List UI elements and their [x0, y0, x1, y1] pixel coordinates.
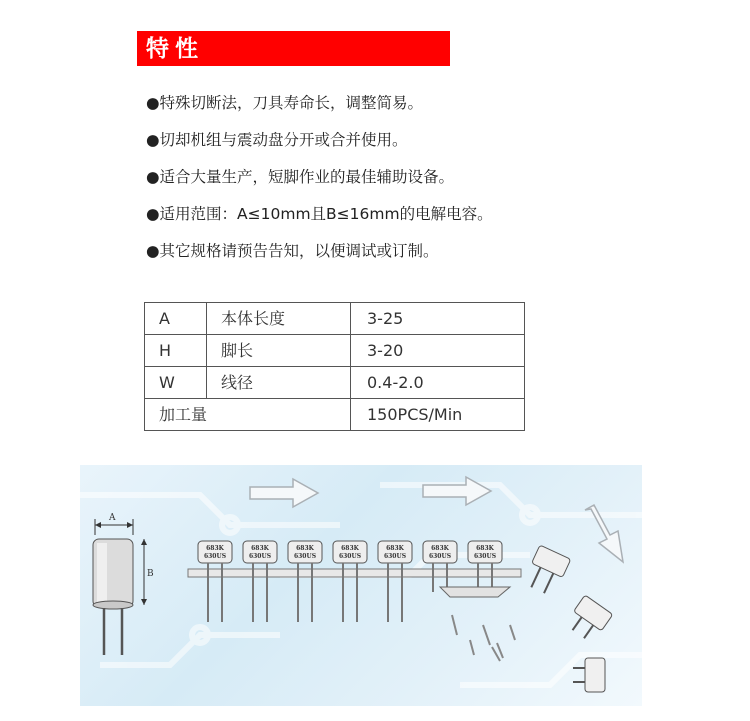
capacitor-marking: 630US: [338, 553, 362, 560]
small-capacitor: [468, 541, 502, 592]
feature-list: [146, 90, 493, 275]
section-title-bar: [137, 31, 450, 66]
capacitor-marking: 630US: [473, 553, 497, 560]
capacity-label: 加工量: [145, 399, 351, 431]
feature-item: ●适合大量生产，短脚作业的最佳辅助设备。: [146, 168, 455, 186]
capacitor-marking: 683K: [296, 545, 314, 552]
finished-capacitor: [573, 658, 605, 692]
spec-name: 本体长度: [207, 303, 351, 335]
feature-item: ●切却机组与震动盘分开或合并使用。: [146, 131, 408, 149]
table-row: [145, 335, 525, 367]
circuit-background: [80, 485, 642, 685]
spec-value: 3-20: [351, 335, 525, 367]
capacitor-row: [198, 541, 502, 622]
right-arrow-icon: [423, 477, 491, 505]
spec-name: 脚长: [207, 335, 351, 367]
spec-code: A: [145, 303, 207, 335]
cutting-tray: [440, 587, 510, 597]
section-title: 特性: [146, 36, 204, 62]
feature-item: ●特殊切断法，刀具寿命长，调整简易。: [146, 94, 424, 112]
dimension-label-b: B: [147, 569, 154, 579]
capacitor-marking: 683K: [206, 545, 224, 552]
small-capacitor: [243, 541, 277, 622]
table-row: [145, 399, 525, 431]
right-arrow-icon: [250, 479, 318, 507]
cut-leads: [452, 615, 515, 661]
process-diagram: [80, 465, 642, 706]
capacitor-marking: 630US: [203, 553, 227, 560]
capacitor-marking: 683K: [341, 545, 359, 552]
dimension-label-a: A: [109, 513, 116, 523]
capacitor-marking: 683K: [251, 545, 269, 552]
capacitor-marking: 630US: [428, 553, 452, 560]
spec-name: 线径: [207, 367, 351, 399]
capacitor-marking: 683K: [386, 545, 404, 552]
feed-rail: [188, 569, 521, 577]
small-capacitor: [333, 541, 367, 622]
capacitor-marking: 630US: [383, 553, 407, 560]
spec-value: 0.4-2.0: [351, 367, 525, 399]
process-illustration: [80, 465, 642, 706]
small-capacitor: [423, 541, 457, 592]
capacitor-marking: 630US: [248, 553, 272, 560]
capacity-value: 150PCS/Min: [351, 399, 525, 431]
feature-item: ●其它规格请预告告知，以便调试或订制。: [146, 242, 439, 260]
capacitor-dimension-drawing: [93, 513, 154, 655]
spec-table: [144, 302, 525, 431]
small-capacitor: [288, 541, 322, 622]
spec-code: H: [145, 335, 207, 367]
tilted-capacitor: [564, 595, 612, 644]
small-capacitor: [198, 541, 232, 622]
table-row: [145, 367, 525, 399]
capacitor-marking: 683K: [476, 545, 494, 552]
table-row: [145, 303, 525, 335]
small-capacitor: [378, 541, 412, 622]
capacitor-marking: 630US: [293, 553, 317, 560]
capacitor-marking: 683K: [431, 545, 449, 552]
feature-item: ●适用范围：A≤10mm且B≤16mm的电解电容。: [146, 205, 493, 223]
spec-value: 3-25: [351, 303, 525, 335]
spec-code: W: [145, 367, 207, 399]
